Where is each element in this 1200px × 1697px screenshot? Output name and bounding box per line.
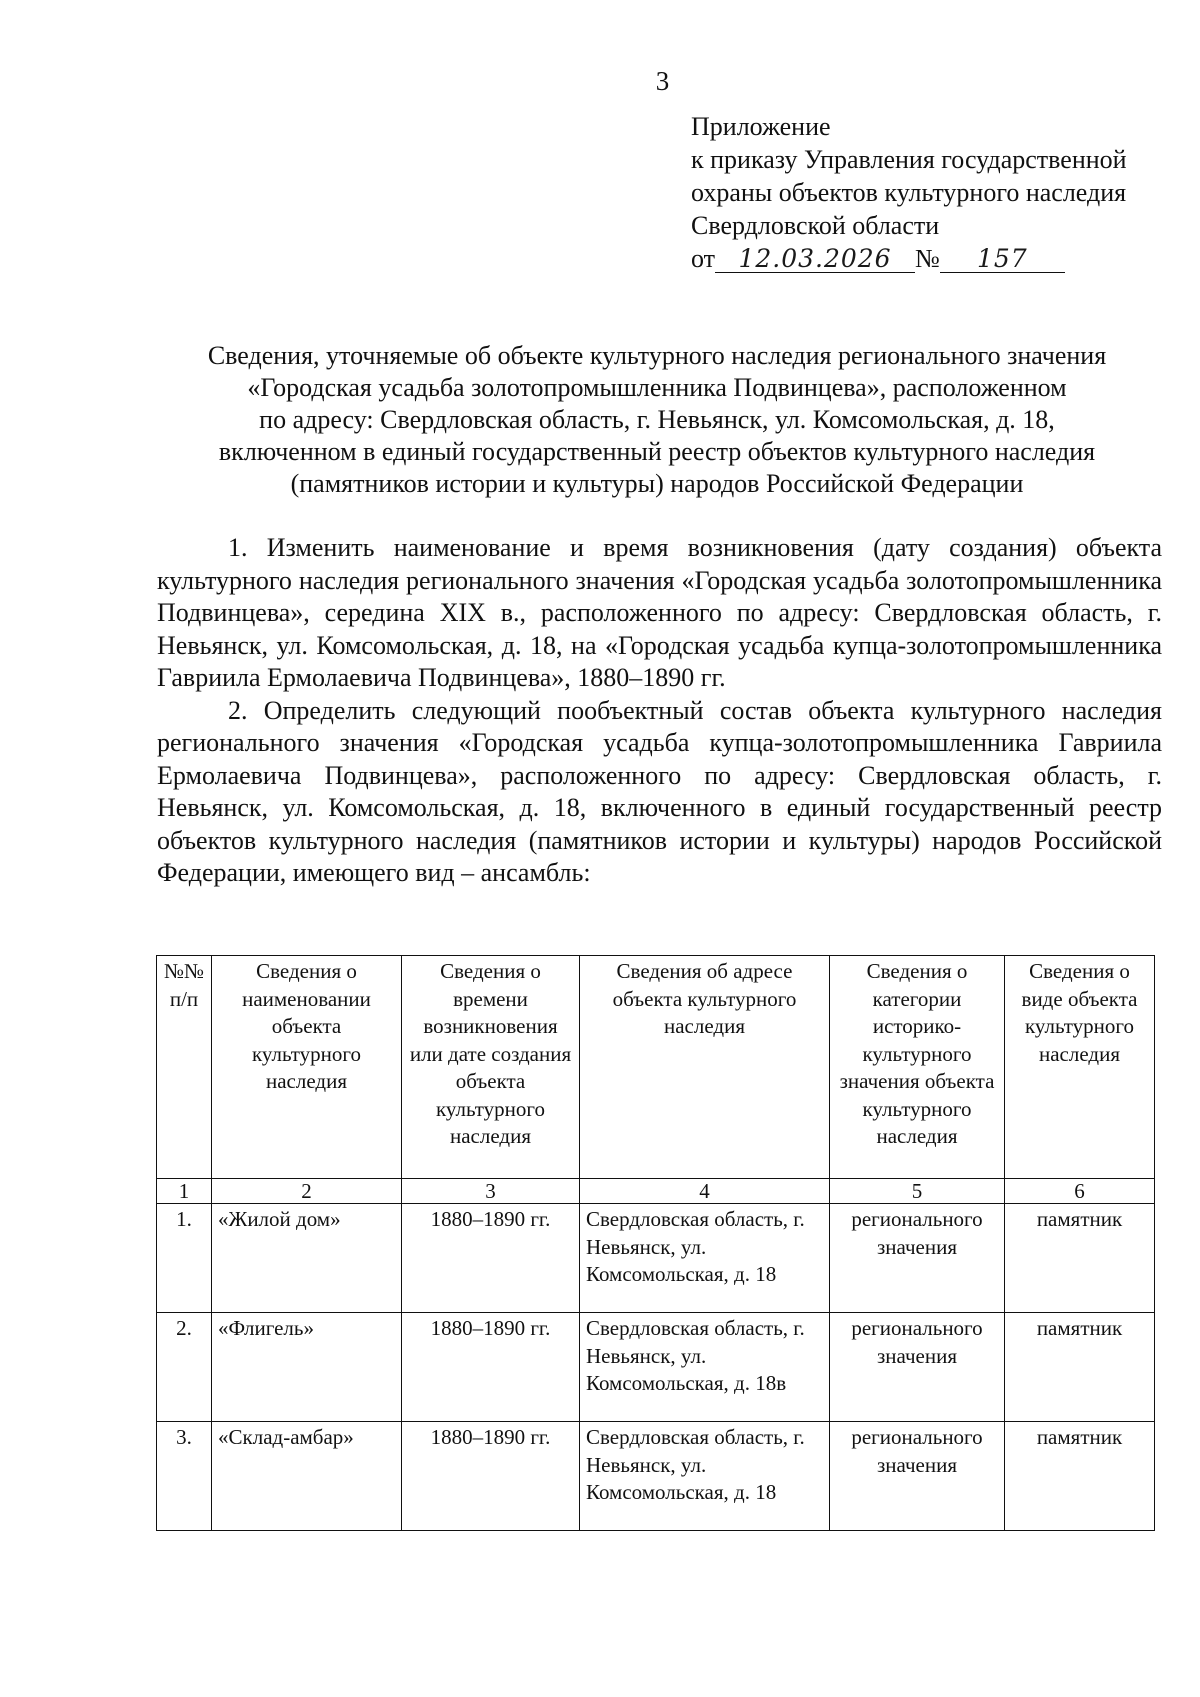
document-title (157, 340, 1157, 500)
cell-category: регионального значения (830, 1422, 1005, 1531)
cell-date: 1880–1890 гг. (402, 1313, 580, 1422)
handwritten-number: 157 (940, 246, 1065, 273)
appendix-line: к приказу Управления государственной (691, 145, 1127, 174)
column-number: 5 (830, 1179, 1005, 1204)
appendix-line: Приложение (691, 112, 831, 141)
page-number: 3 (655, 66, 670, 96)
appendix-block (691, 110, 1127, 275)
handwritten-date: 12.03.2026 (715, 246, 915, 273)
header-cell-category: Сведения о категории историко-культурного значения объекта культурного наследия (830, 956, 1005, 1179)
cell-address: Свердловская область, г. Невьянск, ул. Комсомольская, д. 18в (580, 1313, 830, 1422)
cell-date: 1880–1890 гг. (402, 1204, 580, 1313)
title-line: «Городская усадьба золотопромышленника Подвинцева», расположенном (247, 373, 1067, 402)
table-row (157, 1313, 1155, 1422)
cell-type: памятник (1005, 1313, 1155, 1422)
cell-category: регионального значения (830, 1313, 1005, 1422)
paragraph-2: 2. Определить следующий пообъектный состав объекта культурного наследия регионального значения «Городская усадьба купца-золотопромышленника Гавриила Ермолаевича Подвинцева», расположенного по адресу: Свердловская область, г. Невьянск, ул. Комсомольская, д. 18, включенного в единый государственный реестр объектов культурного наследия (памятников истории и культуры) народов Российской Федерации, имеющего вид – ансамбль: (157, 695, 1162, 887)
header-cell-date: Сведения о времени возникновения или дате создания объекта культурного наследия (402, 956, 580, 1179)
cell-name: «Флигель» (212, 1313, 402, 1422)
table-header-row (157, 956, 1155, 1179)
column-number: 4 (580, 1179, 830, 1204)
title-line: Сведения, уточняемые об объекте культурного наследия регионального значения (207, 341, 1107, 370)
appendix-line: Свердловской области (691, 211, 940, 240)
column-number: 3 (402, 1179, 580, 1204)
cell-name: «Жилой дом» (212, 1204, 402, 1313)
cell-number: 1. (157, 1204, 212, 1313)
title-line: (памятников истории и культуры) народов Российской Федерации (290, 469, 1024, 498)
cell-name: «Склад-амбар» (212, 1422, 402, 1531)
cell-address: Свердловская область, г. Невьянск, ул. Комсомольская, д. 18 (580, 1204, 830, 1313)
header-cell-address: Сведения об адресе объекта культурного наследия (580, 956, 830, 1179)
table-row (157, 1204, 1155, 1313)
order-date-number-line (691, 242, 1127, 275)
cell-number: 2. (157, 1313, 212, 1422)
title-line: по адресу: Свердловская область, г. Невьянск, ул. Комсомольская, д. 18, (259, 405, 1055, 434)
column-numbers-row (157, 1179, 1155, 1204)
title-line: включенном в единый государственный реестр объектов культурного наследия (218, 437, 1096, 466)
number-prefix: № (915, 244, 940, 273)
objects-table (156, 955, 1155, 1531)
appendix-line: охраны объектов культурного наследия (691, 178, 1127, 207)
header-cell-type: Сведения о виде объекта культурного наследия (1005, 956, 1155, 1179)
cell-type: памятник (1005, 1422, 1155, 1531)
cell-category: регионального значения (830, 1204, 1005, 1313)
cell-type: памятник (1005, 1204, 1155, 1313)
column-number: 1 (157, 1179, 212, 1204)
table-row (157, 1422, 1155, 1531)
body-text (157, 532, 1162, 890)
cell-number: 3. (157, 1422, 212, 1531)
paragraph-1: 1. Изменить наименование и время возникновения (дату создания) объекта культурного наследия регионального значения «Городская усадьба золотопромышленника Подвинцева», середина XIX в., расположенного по адресу: Свердловская область, г. Невьянск, ул. Комсомольская, д. 18, на «Городская усадьба купца-золотопромышленника Гавриила Ермолаевича Подвинцева», 1880–1890 гг. (157, 533, 1162, 692)
column-number: 6 (1005, 1179, 1155, 1204)
date-prefix: от (691, 244, 716, 273)
header-cell-name: Сведения о наименовании объекта культурного наследия (212, 956, 402, 1179)
header-cell-number: №№ п/п (157, 956, 212, 1179)
cell-address: Свердловская область, г. Невьянск, ул. Комсомольская, д. 18 (580, 1422, 830, 1531)
cell-date: 1880–1890 гг. (402, 1422, 580, 1531)
column-number: 2 (212, 1179, 402, 1204)
objects-table-wrapper (156, 955, 1155, 1531)
